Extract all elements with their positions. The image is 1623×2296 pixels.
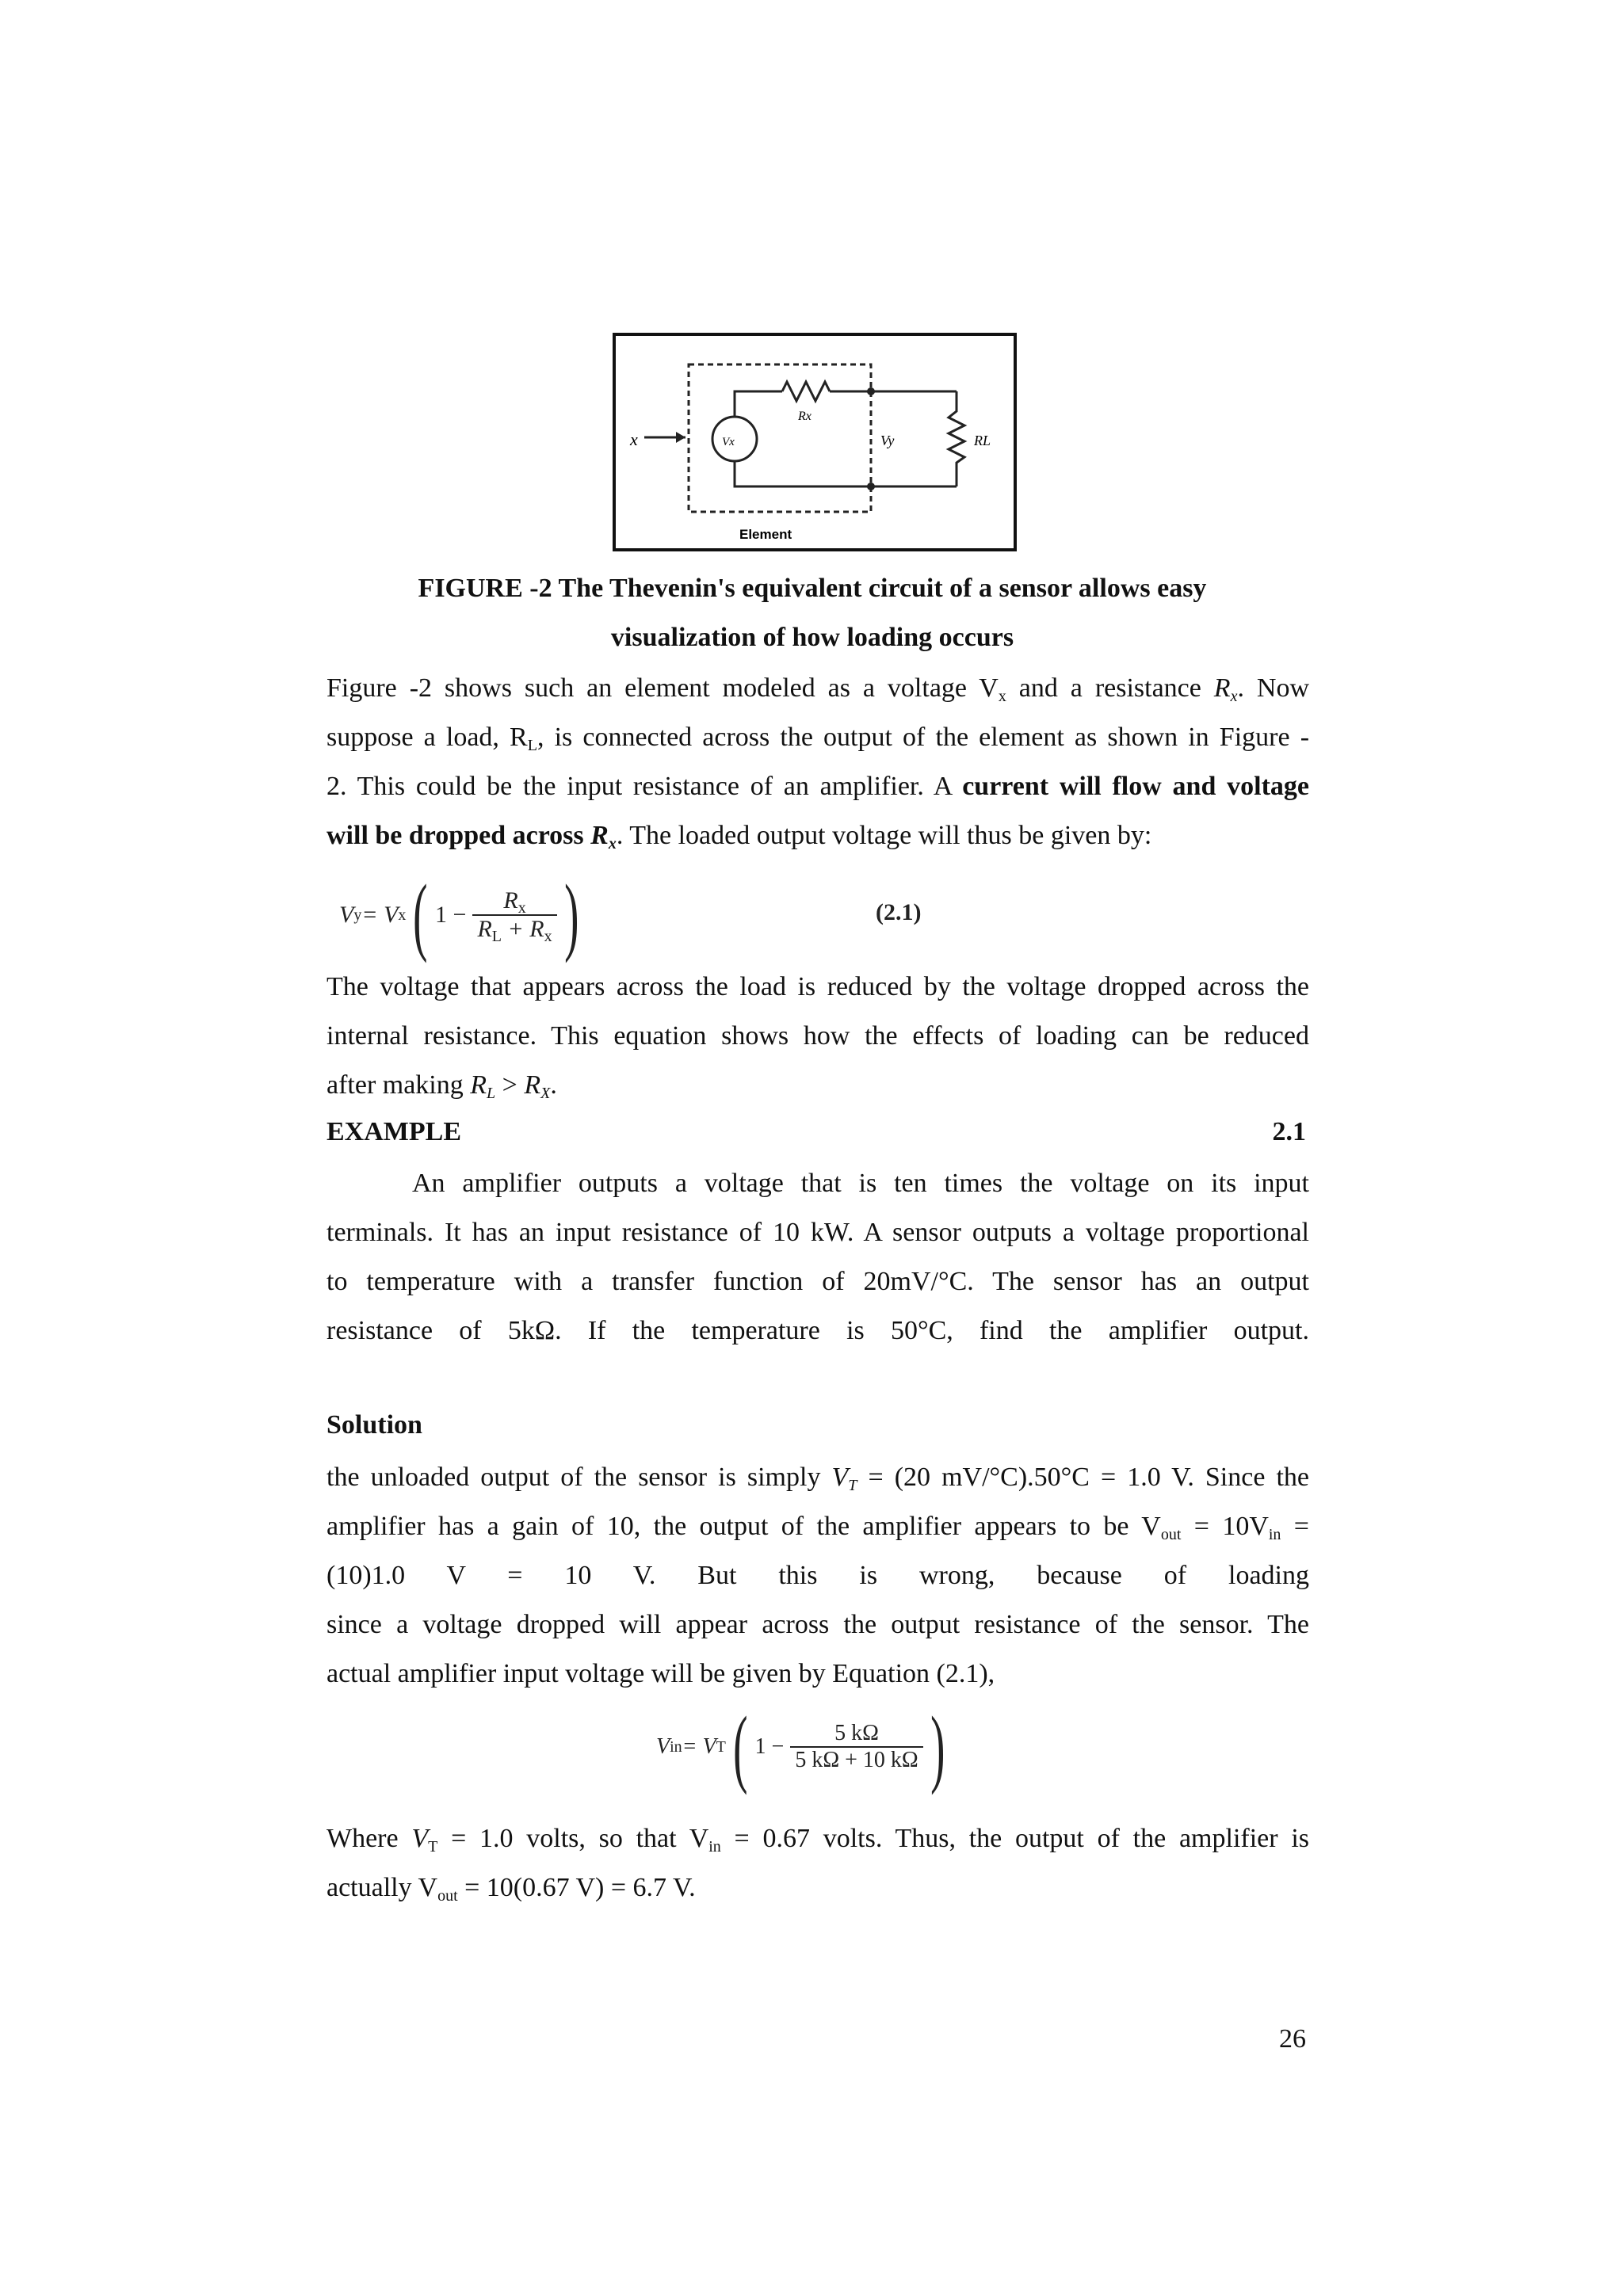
sol-line-5: actual amplifier input voltage will be given by Equation (2.1), [327,1659,995,1688]
sol-line-3: (10)1.0 V = 10 V. But this is wrong, because of loading [327,1561,1309,1590]
solution-text [327,1453,1309,1699]
rx-resistor-symbol [782,382,830,401]
ex-line-2: terminals. It has an input resistance of 10 kW. A sensor outputs a voltage proportional [327,1218,1309,1247]
caption-line-1: FIGURE -2 The Thevenin's equivalent circuit of a sensor allows easy [418,574,1207,603]
sol-line-4: since a voltage dropped will appear across the output resistance of the sensor. The [327,1610,1309,1639]
example-heading: EXAMPLE [327,1117,461,1146]
p2-line-2: internal resistance. This equation shows how the effects of loading can be reduced [327,1021,1309,1051]
equation-vin: V in = V T ( 1 − $\frac{5 k\Omega}{5 k\Omega + 10 k\Omega}$ ) [656,1699,945,1795]
circuit-figure [613,333,1017,551]
p1-line-1: Figure -2 shows such an element modeled as a voltage $V_x$ and a resistance $R_x$. Now [327,673,1309,705]
ex-line-3: to temperature with a transfer function of 20mV/°C. The sensor has an output [327,1267,1309,1296]
label-rl: RL [974,433,991,448]
label-element: Element [739,527,792,542]
example-text [327,1159,1309,1356]
example-number: 2.1 [1272,1117,1306,1146]
output-terminal-bottom [867,482,875,490]
caption-line-2: visualization of how loading occurs [610,623,1014,652]
rl-resistor-symbol [949,391,964,486]
ex-line-4: resistance of 5kΩ. If the temperature is 50°C, find the amplifier output. [327,1316,1309,1345]
paragraph-2 [327,963,1309,1110]
element-boundary [689,364,871,512]
p2-line-3: after making $R_L > R_X$. [327,1070,557,1102]
p1-line-3: 2. This could be the input resistance of an amplifier. A current will flow and voltage [327,772,1309,801]
p1-line-2: suppose a load, $R_L$, is connected across the output of the element as shown in Figure - [327,723,1310,754]
equation-2-1: V y = V x ( 1 − $\frac{R_x}{R_L + R_x}$ ) [339,867,579,963]
label-rx: Rx [798,410,812,423]
equation-number-2-1: (2.1) [876,899,922,925]
paragraph-1 [327,664,1309,860]
solution-heading: Solution [327,1410,422,1440]
output-terminal-top [867,387,875,395]
p1-line-4: will be dropped across $R_x$. The loaded output voltage will thus be given by: [327,821,1152,852]
sol-line-1: the unloaded output of the sensor is simply $V_T = (20$ mV/°C).50°C = 1.0 V. Since the [327,1463,1310,1494]
thevenin-circuit-diagram [616,336,1014,548]
final-line-2: actually $V_{out} = 10(0.67$ V) = 6.7 V. [327,1873,696,1905]
figure-caption [327,564,1298,662]
final-line-1: Where $V_T = 1.0$ volts, so that $V_{in} = 0.67$ volts. Thus, the output of the amplifier is [327,1824,1309,1855]
sol-line-2: amplifier has a gain of 10, the output of the amplifier appears to be $V_{out} = 10V_{in}$ = [327,1512,1309,1543]
label-vx: Vx [722,436,735,448]
ex-line-1: An amplifier outputs a voltage that is ten times the voltage on its input [412,1169,1309,1198]
input-arrow-head [676,432,685,443]
label-vy: Vy [880,433,895,448]
final-text [327,1814,1309,1913]
p2-line-1: The voltage that appears across the load is reduced by the voltage dropped across the [327,972,1309,1001]
voltage-source-symbol [712,417,757,461]
label-x: x [630,429,638,449]
page-number: 26 [1279,2024,1306,2054]
